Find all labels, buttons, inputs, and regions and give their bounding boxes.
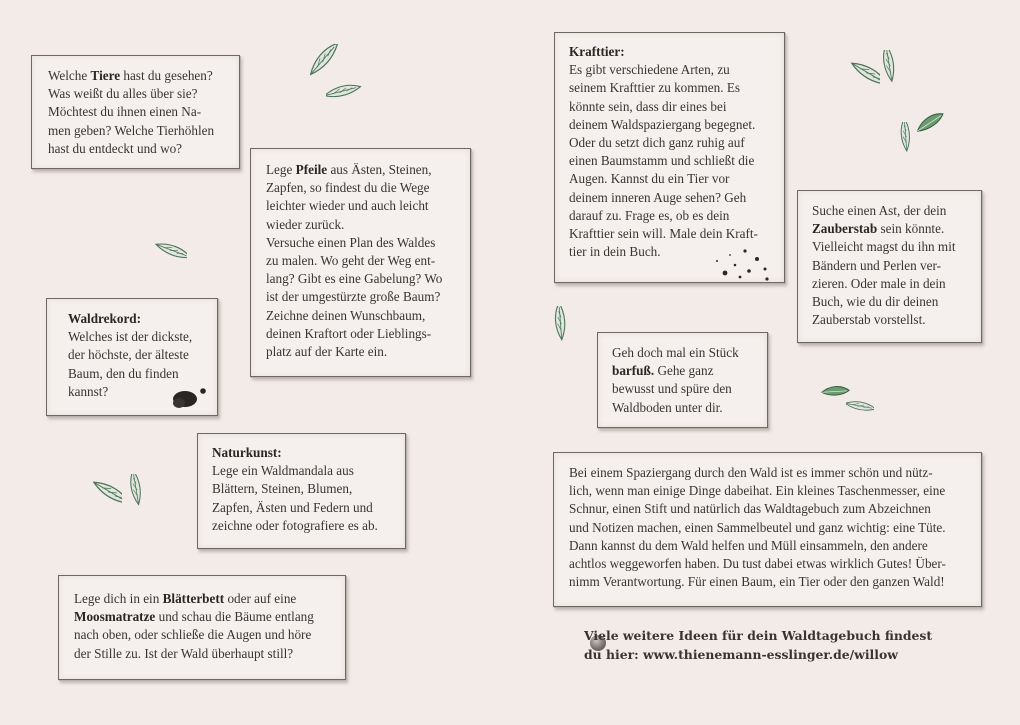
card-naturkunst-title: Naturkunst:: [212, 445, 282, 460]
footer-line-2: du hier: www.thienemann-esslinger.de/willow: [584, 646, 898, 662]
card-krafttier-line: Es gibt verschiedene Arten, zu: [569, 62, 730, 78]
leaf-icon: [306, 44, 346, 78]
card-zauberstab-line: Zauberstab vorstellst.: [812, 312, 926, 328]
leaf-icon: [846, 395, 874, 421]
card-waldrekord-line: Baum, den du finden: [68, 365, 179, 381]
card-waldrekord-line: Welches ist der dickste,: [68, 329, 193, 345]
card-spaziergang-line: Dann kannst du dem Wald helfen und Müll einsammeln, den andere: [569, 537, 928, 553]
card-barfuss-line: Waldboden unter dir.: [612, 399, 723, 415]
card-pfeile-line: ist der umgestürzte große Baum?: [266, 289, 441, 305]
card-pfeile-line: lang? Gibt es eine Gabelung? Wo: [266, 271, 443, 287]
card-zauberstab-line: zieren. Oder male in dein: [812, 275, 946, 291]
card-spaziergang: [553, 452, 982, 607]
card-barfuss-line: barfuß. Gehe ganz: [612, 363, 714, 379]
card-zauberstab-line: Zauberstab sein könnte.: [812, 221, 945, 237]
card-waldrekord-title: Waldrekord:: [68, 311, 142, 326]
leaf-icon: [876, 50, 904, 86]
card-barfuss-line: bewusst und spüre den: [612, 381, 732, 397]
card-blaetterbett-line: Moosmatratze und schau die Bäume entlang: [74, 609, 314, 625]
card-pfeile-line: wieder zurück.: [266, 216, 345, 232]
card-zauberstab-line: Buch, wie du dir deinen: [812, 294, 939, 310]
card-waldrekord-line: der höchste, der älteste: [68, 347, 189, 363]
card-krafttier-line: darauf zu. Frage es, ob es dein: [569, 207, 730, 223]
card-spaziergang-line: lich, wenn man einige Dinge dabeihat. Ein kleines Taschenmesser, eine: [569, 483, 946, 499]
card-krafttier-line: könnte sein, dass dir eines bei: [569, 98, 727, 114]
card-spaziergang-line: achtlos weggeworfen haben. Du tust dabei etwas wirklich Gutes! Über-: [569, 556, 946, 572]
card-zauberstab: [797, 190, 982, 343]
card-krafttier-line: deinem inneren Auge sehen? Geh: [569, 189, 747, 205]
card-spaziergang-line: und Notizen machen, einen Sammelbeutel und ganz wichtig: eine Tüte.: [569, 519, 946, 535]
ink-splatter-icon: [705, 243, 775, 283]
card-tiere-line: Möchtest du ihnen einen Na-: [48, 104, 202, 120]
card-pfeile-line: platz auf der Karte ein.: [266, 344, 388, 360]
leaf-icon: [548, 306, 580, 346]
leaf-icon: [124, 474, 152, 508]
card-tiere-line: hast du entdeckt und wo?: [48, 140, 183, 156]
card-pfeile-line: Lege Pfeile aus Ästen, Steinen,: [266, 162, 432, 177]
card-naturkunst-line: Blättern, Steinen, Blumen,: [212, 481, 353, 497]
card-spaziergang-line: nimm Verantwortung. Für einen Baum, ein Tier oder den ganzen Wald!: [569, 574, 945, 590]
card-blaetterbett-line: der Stille zu. Ist der Wald überhaupt still?: [74, 645, 294, 661]
card-spaziergang-line: Bei einem Spaziergang durch den Wald ist es immer schön und nütz-: [569, 465, 933, 480]
card-tiere: [31, 55, 240, 169]
card-naturkunst: [197, 433, 406, 549]
card-naturkunst-line: Zapfen, Ästen und Federn und: [212, 499, 373, 515]
card-blaetterbett: [58, 575, 346, 680]
card-naturkunst-line: zeichne oder fotografiere es ab.: [212, 517, 378, 533]
card-krafttier-title: Krafttier:: [569, 44, 625, 59]
card-blaetterbett-line: nach oben, oder schließe die Augen und höre: [74, 627, 312, 643]
card-waldrekord-line: kannst?: [68, 383, 109, 399]
card-krafttier-line: einen Baumstamm und schließt die: [569, 153, 755, 169]
card-zauberstab-line: Suche einen Ast, der dein: [812, 203, 947, 218]
card-krafttier-line: tier in dein Buch.: [569, 244, 661, 260]
card-barfuss: [597, 332, 768, 428]
card-spaziergang-line: Schnur, einen Stift und natürlich das Waldtagebuch zum Abzeichnen: [569, 501, 931, 517]
card-tiere-line: men geben? Welche Tierhöhlen: [48, 122, 215, 138]
leaf-icon: [893, 122, 919, 154]
card-pfeile: [250, 148, 471, 377]
card-krafttier-line: deinem Waldspaziergang begegnet.: [569, 116, 756, 132]
card-waldrekord: [46, 298, 218, 416]
leaf-icon: [155, 236, 187, 274]
card-krafttier-line: Krafttier sein will. Male dein Kraft-: [569, 226, 758, 242]
card-blaetterbett-line: Lege dich in ein Blätterbett oder auf eine: [74, 591, 297, 606]
card-pfeile-line: Zeichne deinen Wunschbaum,: [266, 307, 426, 323]
card-barfuss-line: Geh doch mal ein Stück: [612, 345, 739, 360]
card-krafttier-line: Augen. Kannst du ein Tier vor: [569, 171, 730, 187]
card-krafttier-line: seinem Krafttier zu kommen. Es: [569, 80, 741, 96]
card-krafttier: [554, 32, 785, 283]
leaf-icon: [92, 474, 122, 524]
card-pfeile-line: leichter wieder und auch leicht: [266, 198, 429, 214]
card-pfeile-line: deinen Kraftort oder Lieblings-: [266, 325, 432, 341]
footer-note: [584, 627, 932, 664]
card-pfeile-line: Versuche einen Plan des Waldes: [266, 234, 436, 250]
footer-url-link[interactable]: www.thienemann-esslinger.de/willow: [643, 646, 898, 662]
card-pfeile-line: zu malen. Wo geht der Weg ent-: [266, 253, 436, 269]
card-zauberstab-line: Bändern und Perlen ver-: [812, 257, 942, 273]
leaf-icon: [326, 78, 366, 104]
card-zauberstab-line: Vielleicht magst du ihn mit: [812, 239, 956, 255]
card-krafttier-line: Oder du setzt dich ganz ruhig auf: [569, 135, 745, 151]
card-tiere-line: Welche Tiere hast du gesehen?: [48, 68, 213, 83]
card-pfeile-line: Zapfen, so findest du die Wege: [266, 180, 430, 196]
footer-line-1: Viele weitere Ideen für dein Waldtagebuch findest: [584, 628, 933, 643]
card-naturkunst-line: Lege ein Waldmandala aus: [212, 463, 354, 479]
card-tiere-line: Was weißt du alles über sie?: [48, 86, 198, 102]
ink-blot-icon: [167, 383, 212, 413]
